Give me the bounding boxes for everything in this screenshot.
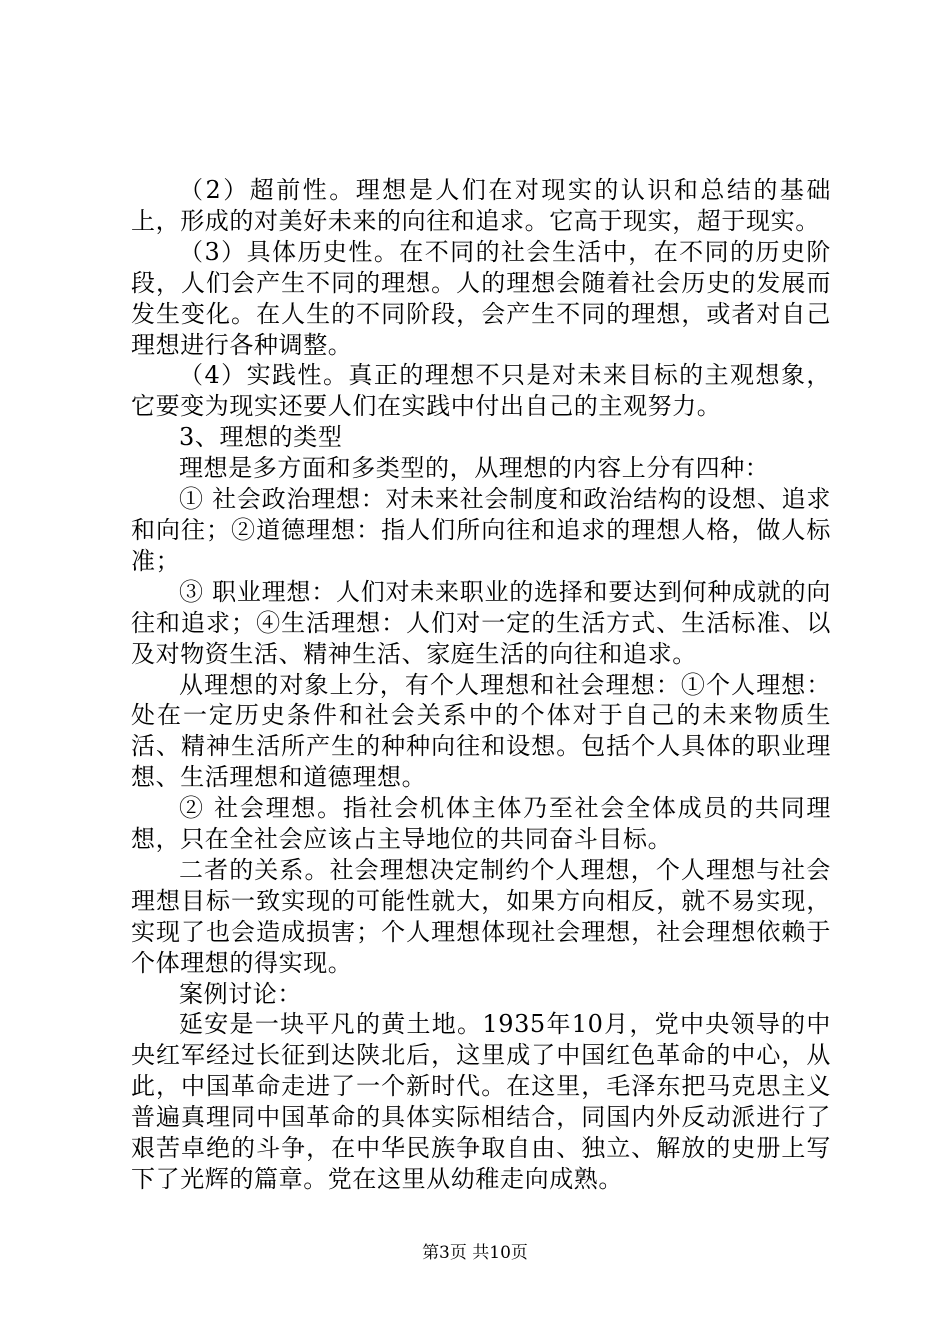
paragraph-feature-historical: （3）具体历史性。在不同的社会生活中，在不同的历史阶段，人们会产生不同的理想。人的理想会随着社会历史的发展而发生变化。在人生的不同阶段，会产生不同的理想，或者对自己理想进行各种调整。: [131, 237, 831, 359]
page-footer: [0, 1242, 950, 1264]
paragraph-career-life-ideal: ③ 职业理想：人们对未来职业的选择和要达到何种成就的向往和追求；④生活理想：人们对一定的生活方式、生活标准、以及对物资生活、精神生活、家庭生活的向往和追求。: [131, 577, 831, 668]
paragraph-personal-ideal: 从理想的对象上分，有个人理想和社会理想：①个人理想：处在一定历史条件和社会关系中的个体对于自己的未来物质生活、精神生活所产生的种种向往和设想。包括个人具体的职业理想、生活理想和道德理想。: [131, 670, 831, 792]
paragraph-feature-practical: （4）实践性。真正的理想不只是对未来目标的主观想象，它要变为现实还要人们在实践中付出自己的主观努力。: [131, 361, 831, 421]
document-body: [131, 175, 831, 1195]
paragraph-types-intro: 理想是多方面和多类型的，从理想的内容上分有四种：: [179, 454, 770, 483]
paragraph-social-ideal: ② 社会理想。指社会机体主体乃至社会全体成员的共同理想，只在全社会应该占主导地位的共同奋斗目标。: [131, 794, 831, 854]
paragraph-yanan-case: 延安是一块平凡的黄土地。1935年10月，党中央领导的中央红军经过长征到达陕北后，这里成了中国红色革命的中心，从此，中国革命走进了一个新时代。在这里，毛泽东把马克思主义普遍真理同中国革命的具体实际相结合，同国内外反动派进行了艰苦卓绝的斗争，在中华民族争取自由、独立、解放的史册上写下了光辉的篇章。党在这里从幼稚走向成熟。: [131, 1010, 831, 1193]
page-number-label: 第3页 共10页: [422, 1243, 528, 1263]
paragraph-feature-advanced: （2）超前性。理想是人们在对现实的认识和总结的基础上，形成的对美好未来的向往和追求。它高于现实，超于现实。: [131, 176, 831, 235]
paragraph-political-moral-ideal: ① 社会政治理想：对未来社会制度和政治结构的设想、追求和向往；②道德理想：指人们所向往和追求的理想人格，做人标准；: [131, 485, 831, 575]
section-heading-ideal-types: 3、理想的类型: [179, 423, 343, 452]
paragraph-relationship: 二者的关系。社会理想决定制约个人理想，个人理想与社会理想目标一致实现的可能性就大，如果方向相反，就不易实现，实现了也会造成损害；个人理想体现社会理想，社会理想依赖于个体理想的得实现。: [131, 855, 831, 977]
case-discussion-heading: 案例讨论：: [179, 979, 302, 1008]
